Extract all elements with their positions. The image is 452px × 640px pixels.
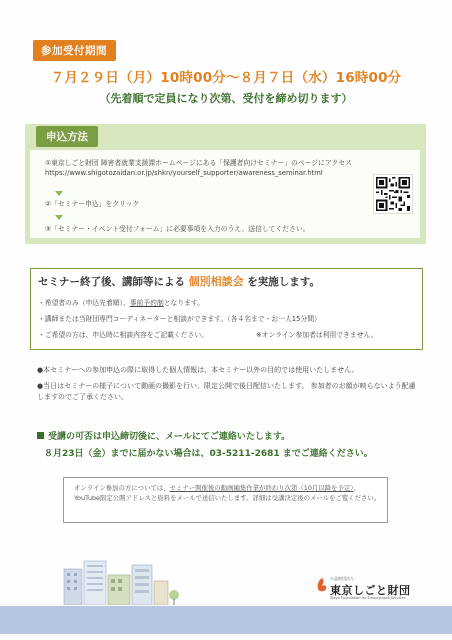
contact-line-1-text: 受講の可否は申込締切後に、メールにてご連絡いたします。 — [48, 432, 291, 442]
consult-line-1b: となります。 — [163, 299, 204, 307]
period-dates: ７月２９日（月）10時00分～８月７日（水）16時00分 — [50, 70, 402, 86]
apply-badge: 申込方法 — [36, 126, 98, 147]
video-notice: ●当日はセミナーの様子について動画の撮影を行い、限定公開で後日配信いたします。 参加者のお顔が映らないよう配慮しますのでご了承ください。 — [37, 382, 416, 401]
consult-title-prefix: セミナー終了後、講師等による — [38, 276, 189, 288]
period-note: （先着順で定員になり次第、受付を締め切ります） — [99, 92, 353, 105]
down-arrow-icon — [55, 191, 63, 196]
square-bullet-icon — [37, 432, 44, 439]
apply-step-1 — [45, 159, 352, 179]
consult-title-suffix: を実施します。 — [243, 276, 320, 288]
apply-step-1-text: ①東京しごと財団 障害者就業支援課ホームページにある「保護者向けセミナー」のページにアクセス — [45, 159, 352, 167]
online-text-underline: セミナー開催後の動画編集作業が終わり次第（10月以降を予定） — [169, 484, 354, 492]
online-notice-text — [74, 483, 384, 504]
consult-line-1 — [38, 297, 204, 307]
contact-line-1 — [37, 429, 290, 442]
down-arrow-icon — [55, 215, 63, 220]
logo-main-text: 東京しごと財団 — [330, 584, 411, 597]
foundation-logo-icon — [316, 577, 328, 593]
online-text-a: オンライン参加の方については、 — [74, 484, 170, 492]
footer-bar — [0, 606, 452, 634]
consult-line-2: ・講師または当財団専門コーディネーターと相談ができます。（各４名まで・お一人15分間） — [38, 315, 321, 323]
apply-url[interactable]: https://www.shigotozaidan.or.jp/shkn/yourself_supporter/awareness_seminar.html — [45, 168, 323, 177]
qr-code-icon[interactable] — [373, 174, 413, 214]
logo-english-text: Tokyo Foundation for Employment Services — [330, 596, 406, 600]
consult-line-1-underline: 事前予約制 — [129, 299, 164, 307]
logo-small-text: 公益財団法人 — [330, 576, 354, 581]
consult-line-3 — [38, 329, 418, 339]
consult-title — [38, 273, 320, 289]
consult-line-3-note: ※オンライン参加者は利用できません。 — [256, 331, 378, 339]
consult-title-highlight: 個別相談会 — [188, 275, 244, 288]
consult-line-1a: ・希望者のみ（申込先着順）、 — [38, 299, 130, 307]
privacy-notice: ●本セミナーへの参加申込の際に取得した個人情報は、本セミナー以外の目的では使用いたしません。 — [37, 366, 359, 374]
period-badge: 参加受付期間 — [33, 40, 116, 61]
consult-line-3-text: ・ご希望の方は、申込時に相談内容をご記載ください。 — [38, 331, 208, 339]
apply-step-2: ②「セミナー申込」をクリック — [45, 200, 140, 208]
city-buildings-illustration — [62, 555, 182, 605]
contact-line-2: ８月23日（金）までに届かない場合は、03-5211-2681 までご連絡ください。 — [44, 449, 373, 459]
online-text-b: 、YouTube限定公開アドレスと資料をメールで送信いたします。詳細は受講決定後のメールをご覧ください。 — [74, 484, 381, 503]
apply-step-3: ③「セミナー・イベント受付フォーム」に必要事項を入力のうえ、送信してください。 — [45, 225, 310, 233]
